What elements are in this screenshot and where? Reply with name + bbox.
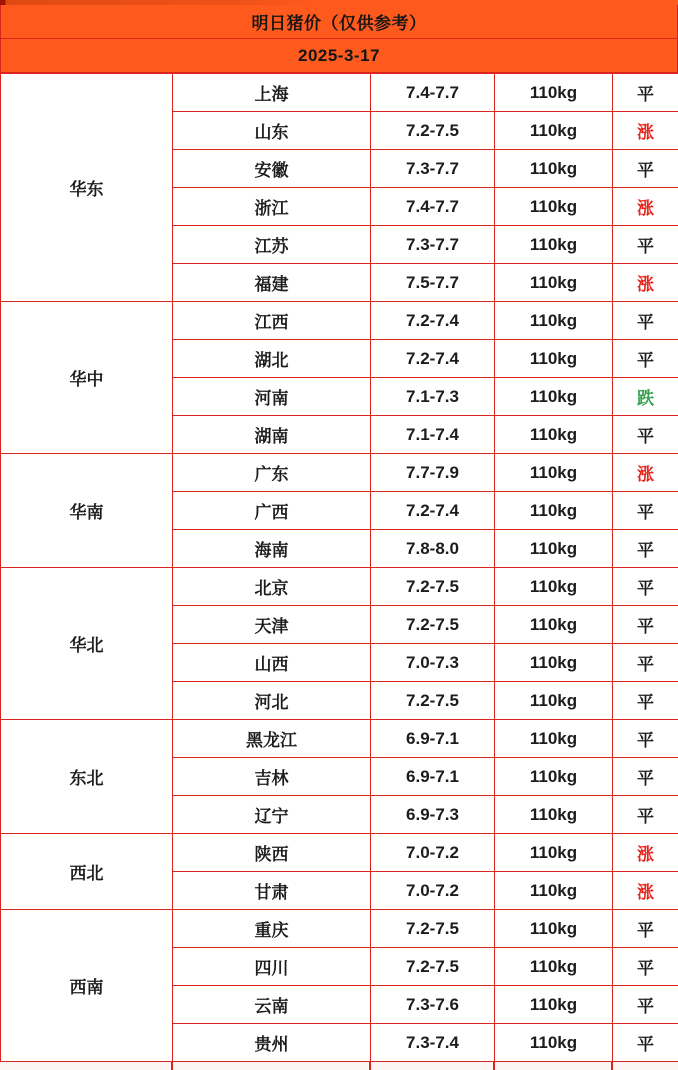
page-title: 明日猪价（仅供参考） [251, 14, 427, 33]
price-cell: 7.2-7.5 [371, 606, 495, 644]
status-cell: 平 [613, 910, 678, 948]
weight-cell: 110kg [495, 796, 613, 834]
price-cell: 7.4-7.7 [371, 74, 495, 112]
province-cell: 河北 [173, 682, 371, 720]
status-cell: 跌 [613, 378, 678, 416]
weight-cell: 110kg [495, 74, 613, 112]
price-cell: 7.2-7.4 [371, 492, 495, 530]
price-cell: 7.2-7.5 [371, 948, 495, 986]
status-cell: 平 [613, 340, 678, 378]
weight-cell: 110kg [495, 910, 613, 948]
province-cell: 贵州 [173, 1024, 371, 1062]
status-cell: 平 [613, 986, 678, 1024]
status-cell: 平 [613, 302, 678, 340]
province-cell: 江西 [173, 302, 371, 340]
province-cell: 四川 [173, 948, 371, 986]
price-cell: 7.3-7.7 [371, 150, 495, 188]
column-divider [611, 1062, 613, 1070]
status-cell: 平 [613, 796, 678, 834]
status-cell: 平 [613, 150, 678, 188]
province-cell: 湖南 [173, 416, 371, 454]
table-row [1, 568, 678, 606]
province-cell: 北京 [173, 568, 371, 606]
weight-cell: 110kg [495, 492, 613, 530]
status-cell: 涨 [613, 454, 678, 492]
weight-cell: 110kg [495, 226, 613, 264]
province-cell: 山西 [173, 644, 371, 682]
region-cell: 西北 [1, 834, 173, 910]
weight-cell: 110kg [495, 112, 613, 150]
province-cell: 黑龙江 [173, 720, 371, 758]
status-cell: 平 [613, 682, 678, 720]
weight-cell: 110kg [495, 872, 613, 910]
status-cell: 涨 [613, 112, 678, 150]
weight-cell: 110kg [495, 188, 613, 226]
status-cell: 平 [613, 492, 678, 530]
date-bar [0, 39, 678, 73]
status-cell: 平 [613, 226, 678, 264]
status-cell: 平 [613, 416, 678, 454]
column-divider [369, 1062, 371, 1070]
province-cell: 福建 [173, 264, 371, 302]
table-row [1, 74, 678, 112]
status-cell: 平 [613, 74, 678, 112]
region-cell: 西南 [1, 910, 173, 1062]
region-cell: 东北 [1, 720, 173, 834]
province-cell: 辽宁 [173, 796, 371, 834]
weight-cell: 110kg [495, 644, 613, 682]
status-cell: 涨 [613, 188, 678, 226]
weight-cell: 110kg [495, 378, 613, 416]
price-cell: 7.2-7.5 [371, 112, 495, 150]
price-cell: 7.3-7.6 [371, 986, 495, 1024]
price-cell: 6.9-7.3 [371, 796, 495, 834]
table-row [1, 454, 678, 492]
province-cell: 上海 [173, 74, 371, 112]
province-cell: 陕西 [173, 834, 371, 872]
price-cell: 7.2-7.4 [371, 302, 495, 340]
status-cell: 涨 [613, 834, 678, 872]
price-cell: 7.4-7.7 [371, 188, 495, 226]
province-cell: 广西 [173, 492, 371, 530]
price-cell: 6.9-7.1 [371, 758, 495, 796]
price-cell: 6.9-7.1 [371, 720, 495, 758]
column-divider [171, 1062, 173, 1070]
status-cell: 平 [613, 720, 678, 758]
price-cell: 7.7-7.9 [371, 454, 495, 492]
province-cell: 天津 [173, 606, 371, 644]
weight-cell: 110kg [495, 568, 613, 606]
province-cell: 江苏 [173, 226, 371, 264]
status-cell: 平 [613, 644, 678, 682]
status-cell: 平 [613, 606, 678, 644]
table-row [1, 910, 678, 948]
weight-cell: 110kg [495, 530, 613, 568]
price-cell: 7.2-7.5 [371, 910, 495, 948]
province-cell: 甘肃 [173, 872, 371, 910]
price-cell: 7.3-7.4 [371, 1024, 495, 1062]
province-cell: 山东 [173, 112, 371, 150]
weight-cell: 110kg [495, 682, 613, 720]
province-cell: 重庆 [173, 910, 371, 948]
province-cell: 浙江 [173, 188, 371, 226]
price-cell: 7.8-8.0 [371, 530, 495, 568]
weight-cell: 110kg [495, 834, 613, 872]
province-cell: 广东 [173, 454, 371, 492]
status-cell: 平 [613, 758, 678, 796]
weight-cell: 110kg [495, 302, 613, 340]
weight-cell: 110kg [495, 986, 613, 1024]
price-cell: 7.0-7.2 [371, 872, 495, 910]
weight-cell: 110kg [495, 454, 613, 492]
table-row [1, 302, 678, 340]
status-cell: 涨 [613, 872, 678, 910]
province-cell: 云南 [173, 986, 371, 1024]
price-cell: 7.0-7.2 [371, 834, 495, 872]
region-cell: 华南 [1, 454, 173, 568]
status-cell: 平 [613, 1024, 678, 1062]
province-cell: 海南 [173, 530, 371, 568]
status-cell: 平 [613, 568, 678, 606]
province-cell: 湖北 [173, 340, 371, 378]
weight-cell: 110kg [495, 1024, 613, 1062]
status-cell: 平 [613, 948, 678, 986]
price-table [0, 73, 678, 1062]
weight-cell: 110kg [495, 948, 613, 986]
price-cell: 7.1-7.3 [371, 378, 495, 416]
region-cell: 华北 [1, 568, 173, 720]
weight-cell: 110kg [495, 720, 613, 758]
price-cell: 7.2-7.5 [371, 682, 495, 720]
weight-cell: 110kg [495, 264, 613, 302]
price-cell: 7.0-7.3 [371, 644, 495, 682]
weight-cell: 110kg [495, 758, 613, 796]
price-cell: 7.1-7.4 [371, 416, 495, 454]
bottom-strip [0, 1062, 678, 1070]
price-cell: 7.2-7.4 [371, 340, 495, 378]
price-cell: 7.3-7.7 [371, 226, 495, 264]
date-label: 2025-3-17 [297, 45, 380, 65]
province-cell: 吉林 [173, 758, 371, 796]
price-cell: 7.5-7.7 [371, 264, 495, 302]
column-divider [493, 1062, 495, 1070]
weight-cell: 110kg [495, 340, 613, 378]
weight-cell: 110kg [495, 606, 613, 644]
title-bar [0, 5, 678, 39]
status-cell: 涨 [613, 264, 678, 302]
region-cell: 华东 [1, 74, 173, 302]
table-row [1, 720, 678, 758]
table-row [1, 834, 678, 872]
region-cell: 华中 [1, 302, 173, 454]
weight-cell: 110kg [495, 416, 613, 454]
price-cell: 7.2-7.5 [371, 568, 495, 606]
province-cell: 河南 [173, 378, 371, 416]
status-cell: 平 [613, 530, 678, 568]
weight-cell: 110kg [495, 150, 613, 188]
province-cell: 安徽 [173, 150, 371, 188]
